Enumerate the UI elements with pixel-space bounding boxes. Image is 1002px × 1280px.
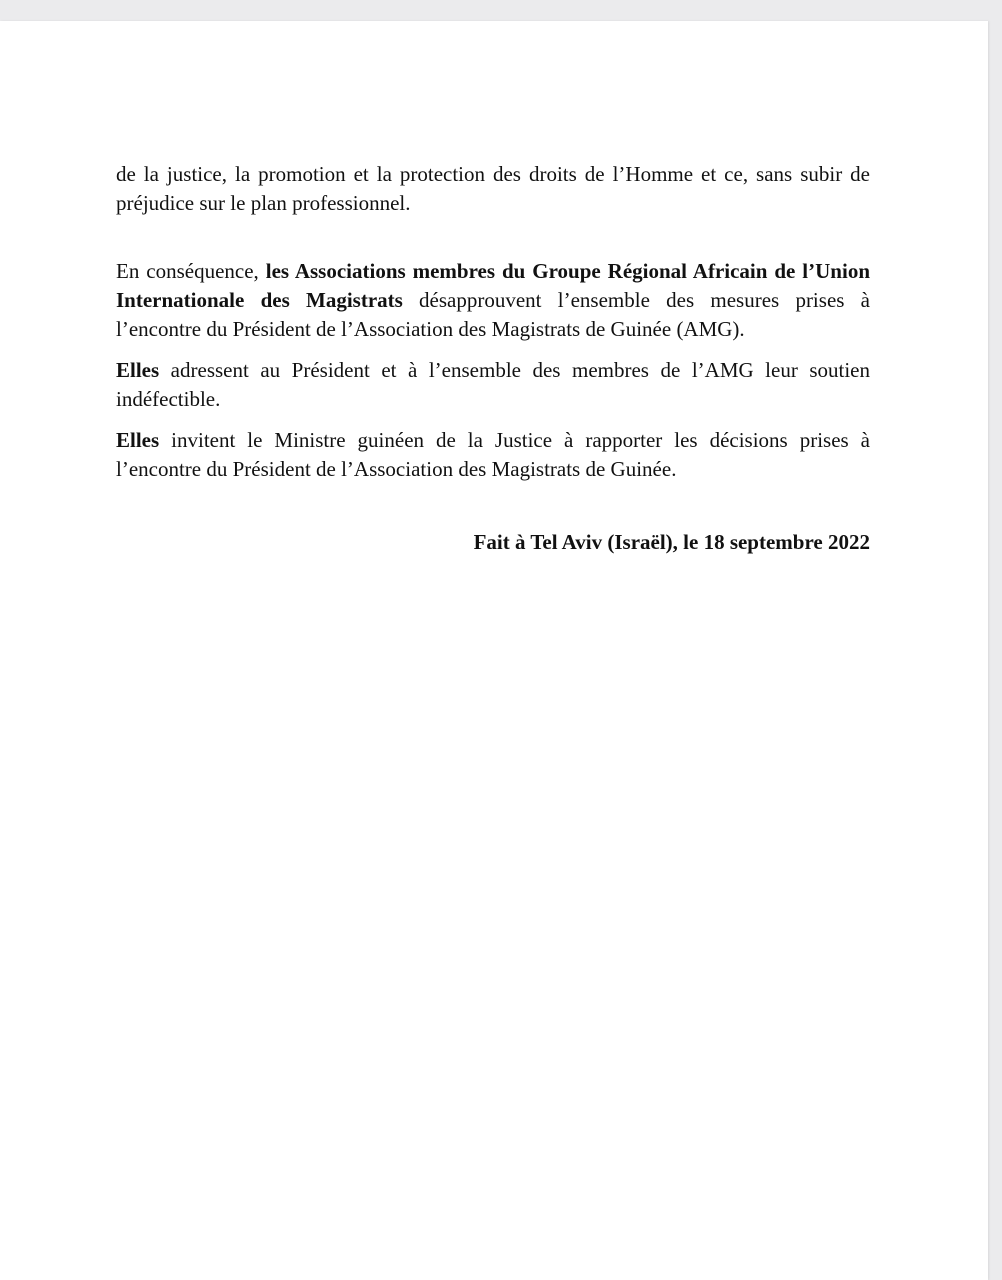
paragraph-4-rest: invitent le Ministre guinéen de la Justice à rapporter les décisions prises à l’encontre du Président de l’Association des Magistrats de Guinée. <box>116 428 870 481</box>
paragraph-3-rest: adressent au Président et à l’ensemble des membres de l’AMG leur soutien indéfectible. <box>116 358 870 411</box>
document-body <box>116 160 870 557</box>
paragraph-1: de la justice, la promotion et la protection des droits de l’Homme et ce, sans subir de préjudice sur le plan professionnel. <box>116 162 870 215</box>
paragraph-2-rest: désapprouvent l’ensemble des mesures prises à l’encontre du Président de l’Association des Magistrats de Guinée (AMG). <box>116 288 871 341</box>
document-page <box>0 21 988 1280</box>
signature-line: Fait à Tel Aviv (Israël), le 18 septembre 2022 <box>473 530 870 554</box>
paragraph-4-bold: Elles <box>116 428 160 452</box>
paragraph-4 <box>116 426 870 484</box>
paragraph-2-bold: les Associations membres du Groupe Régional Africain de l’Union Internationale des Magistrats <box>116 259 870 312</box>
paragraph-3 <box>116 356 870 414</box>
paragraph-2-intro: En conséquence, <box>116 259 266 283</box>
paragraph-2 <box>116 257 870 344</box>
paragraph-3-bold: Elles <box>116 358 160 382</box>
